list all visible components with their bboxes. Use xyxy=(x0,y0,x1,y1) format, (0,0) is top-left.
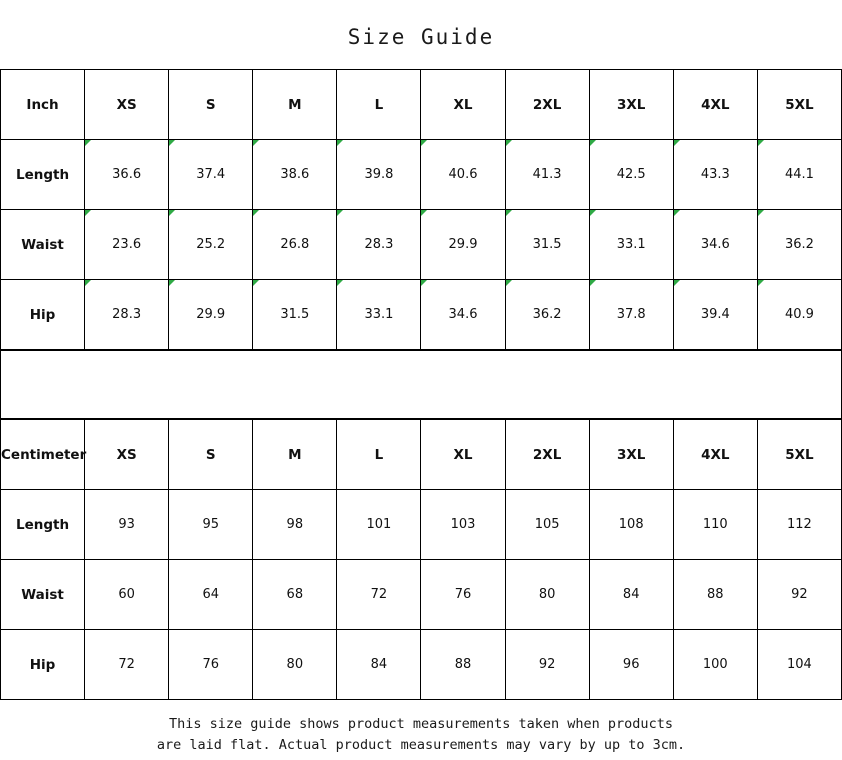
table-row xyxy=(1,490,842,560)
table-header-row xyxy=(1,420,842,490)
cell-value: 36.2 xyxy=(505,280,589,350)
row-label: Waist xyxy=(1,560,85,630)
cell-value: 101 xyxy=(337,490,421,560)
column-header: XL xyxy=(421,70,505,140)
row-label: Length xyxy=(1,490,85,560)
table-row xyxy=(1,280,842,350)
cell-value: 28.3 xyxy=(85,280,169,350)
column-header: 3XL xyxy=(589,70,673,140)
cell-value: 68 xyxy=(253,560,337,630)
cell-value: 92 xyxy=(505,630,589,700)
column-header: M xyxy=(253,420,337,490)
column-header: XL xyxy=(421,420,505,490)
footer-note xyxy=(0,700,842,756)
cell-value: 72 xyxy=(337,560,421,630)
cell-value: 33.1 xyxy=(589,210,673,280)
cell-value: 76 xyxy=(421,560,505,630)
cell-value: 33.1 xyxy=(337,280,421,350)
row-label: Hip xyxy=(1,280,85,350)
cell-value: 36.6 xyxy=(85,140,169,210)
column-header: S xyxy=(169,70,253,140)
column-header: L xyxy=(337,420,421,490)
cell-value: 37.4 xyxy=(169,140,253,210)
table-header-row xyxy=(1,70,842,140)
column-header: 5XL xyxy=(757,70,841,140)
cell-value: 40.6 xyxy=(421,140,505,210)
cell-value: 105 xyxy=(505,490,589,560)
cell-value: 44.1 xyxy=(757,140,841,210)
cell-value: 23.6 xyxy=(85,210,169,280)
cell-value: 29.9 xyxy=(169,280,253,350)
cell-value: 37.8 xyxy=(589,280,673,350)
cell-value: 84 xyxy=(337,630,421,700)
page-title: Size Guide xyxy=(347,25,495,49)
table-row xyxy=(1,630,842,700)
cell-value: 39.8 xyxy=(337,140,421,210)
cell-value: 100 xyxy=(673,630,757,700)
cell-value: 80 xyxy=(253,630,337,700)
row-label: Hip xyxy=(1,630,85,700)
row-label: Length xyxy=(1,140,85,210)
cell-value: 110 xyxy=(673,490,757,560)
column-header: 4XL xyxy=(673,420,757,490)
unit-header-inch: Inch xyxy=(1,70,85,140)
column-header: XS xyxy=(85,70,169,140)
table-gap-divider xyxy=(0,350,842,419)
row-label: Waist xyxy=(1,210,85,280)
cell-value: 29.9 xyxy=(421,210,505,280)
cell-value: 112 xyxy=(757,490,841,560)
cell-value: 40.9 xyxy=(757,280,841,350)
footer-line-1: This size guide shows product measurements taken when products xyxy=(169,716,673,732)
cell-value: 31.5 xyxy=(253,280,337,350)
cell-value: 108 xyxy=(589,490,673,560)
cell-value: 25.2 xyxy=(169,210,253,280)
cell-value: 84 xyxy=(589,560,673,630)
cell-value: 34.6 xyxy=(673,210,757,280)
cell-value: 64 xyxy=(169,560,253,630)
column-header: 5XL xyxy=(757,420,841,490)
cell-value: 34.6 xyxy=(421,280,505,350)
column-header: 4XL xyxy=(673,70,757,140)
cell-value: 72 xyxy=(85,630,169,700)
centimeter-size-table xyxy=(0,419,842,700)
cell-value: 80 xyxy=(505,560,589,630)
inch-size-table xyxy=(0,69,842,350)
table-row xyxy=(1,560,842,630)
table-row xyxy=(1,140,842,210)
cell-value: 95 xyxy=(169,490,253,560)
column-header: 2XL xyxy=(505,420,589,490)
column-header: M xyxy=(253,70,337,140)
cell-value: 26.8 xyxy=(253,210,337,280)
cell-value: 38.6 xyxy=(253,140,337,210)
cell-value: 31.5 xyxy=(505,210,589,280)
cell-value: 96 xyxy=(589,630,673,700)
cell-value: 60 xyxy=(85,560,169,630)
column-header: S xyxy=(169,420,253,490)
cell-value: 43.3 xyxy=(673,140,757,210)
cell-value: 88 xyxy=(421,630,505,700)
cell-value: 41.3 xyxy=(505,140,589,210)
column-header: L xyxy=(337,70,421,140)
cell-value: 103 xyxy=(421,490,505,560)
column-header: XS xyxy=(85,420,169,490)
unit-header-centimeter: Centimeter xyxy=(1,420,85,490)
cell-value: 93 xyxy=(85,490,169,560)
cell-value: 36.2 xyxy=(757,210,841,280)
cell-value: 28.3 xyxy=(337,210,421,280)
cell-value: 104 xyxy=(757,630,841,700)
cell-value: 92 xyxy=(757,560,841,630)
column-header: 3XL xyxy=(589,420,673,490)
footer-line-2: are laid flat. Actual product measurements may vary by up to 3cm. xyxy=(156,737,686,753)
cell-value: 42.5 xyxy=(589,140,673,210)
cell-value: 39.4 xyxy=(673,280,757,350)
table-row xyxy=(1,210,842,280)
cell-value: 98 xyxy=(253,490,337,560)
cell-value: 76 xyxy=(169,630,253,700)
cell-value: 88 xyxy=(673,560,757,630)
column-header: 2XL xyxy=(505,70,589,140)
